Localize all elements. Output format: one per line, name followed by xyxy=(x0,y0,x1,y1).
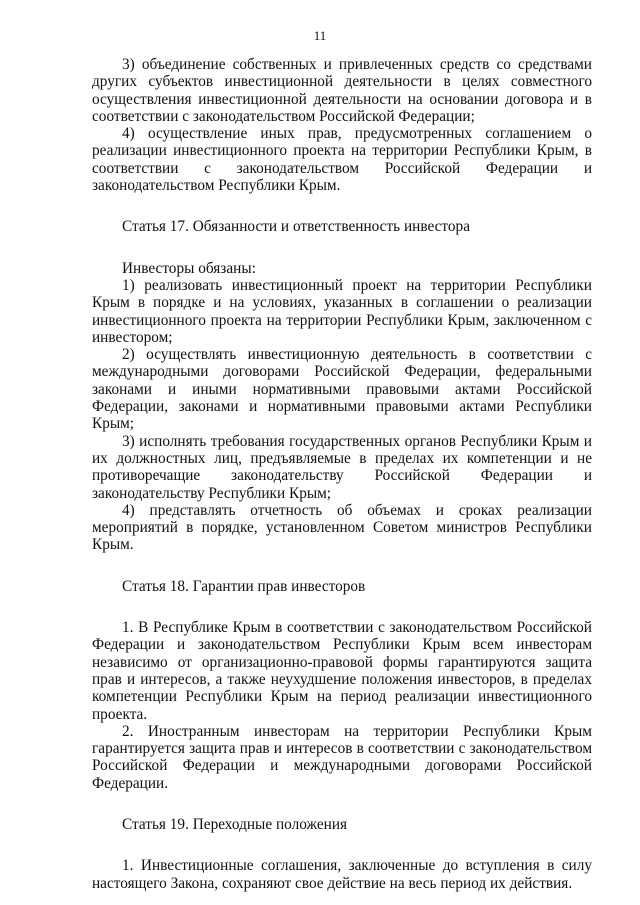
guarantee-item-2: 2. Иностранным инвесторам на территории Республики Крым гарантируется защита прав и интересов в соответствии с законодательством Российской Федерации и международными договорами Российской Федерации. xyxy=(92,722,592,792)
document-body xyxy=(92,56,592,892)
paragraph-item-3-consolidation: 3) объединение собственных и привлеченных средств со средствами других субъектов инвестиционной деятельности в целях совместного осуществления инвестиционной деятельности на основании договора и в соответствии с законодательством Российской Федерации; xyxy=(92,56,592,125)
guarantee-item-1: 1. В Республике Крым в соответствии с законодательством Российской Федерации и законодательством Республики Крым всем инвесторам независимо от организационно-правовой формы гарантируются защита прав и интересов, а также неухудшение положения инвесторов, в пределах компетенции Республики Крым на период реализации инвестиционного проекта. xyxy=(92,619,592,723)
obligation-item-1: 1) реализовать инвестиционный проект на территории Республики Крым в порядке и на условиях, указанных в соглашении о реализации инвестиционного проекта на территории Республики Крым, заключенном с инвестором; xyxy=(92,276,592,346)
obligation-item-3: 3) исполнять требования государственных органов Республики Крым и их должностных лиц, предъявляемые в пределах их компетенции и не противоречащие законодательству Российской Федерации и законодательству Республики Крым; xyxy=(92,432,592,502)
article-17-heading: Статья 17. Обязанности и ответственность инвестора xyxy=(122,218,470,236)
transitional-item-1: 1. Инвестиционные соглашения, заключенные до вступления в силу настоящего Закона, сохраняют свое действие на весь период их действия. xyxy=(92,857,592,892)
obligation-item-4: 4) представлять отчетность об объемах и сроках реализации мероприятий в порядке, установленном Советом министров Республики Крым. xyxy=(92,501,592,554)
paragraph-item-4-other-rights: 4) осуществление иных прав, предусмотренных соглашением о реализации инвестиционного проекта на территории Республики Крым, в соответствии с законодательством Российской Федерации и законодательством Республики Крым. xyxy=(92,125,592,195)
page-number: 11 xyxy=(313,28,327,43)
investors-obliged-intro: Инвесторы обязаны: xyxy=(122,259,256,277)
article-19-heading: Статья 19. Переходные положения xyxy=(122,815,348,833)
obligation-item-2: 2) осуществлять инвестиционную деятельность в соответствии с международными договорами Российской Федерации, федеральными законами и иными нормативными правовыми актами Российской Федерации, законами и нормативными правовыми актами Республики Крым; xyxy=(92,346,592,433)
article-18-heading: Статья 18. Гарантии прав инвесторов xyxy=(122,577,366,595)
